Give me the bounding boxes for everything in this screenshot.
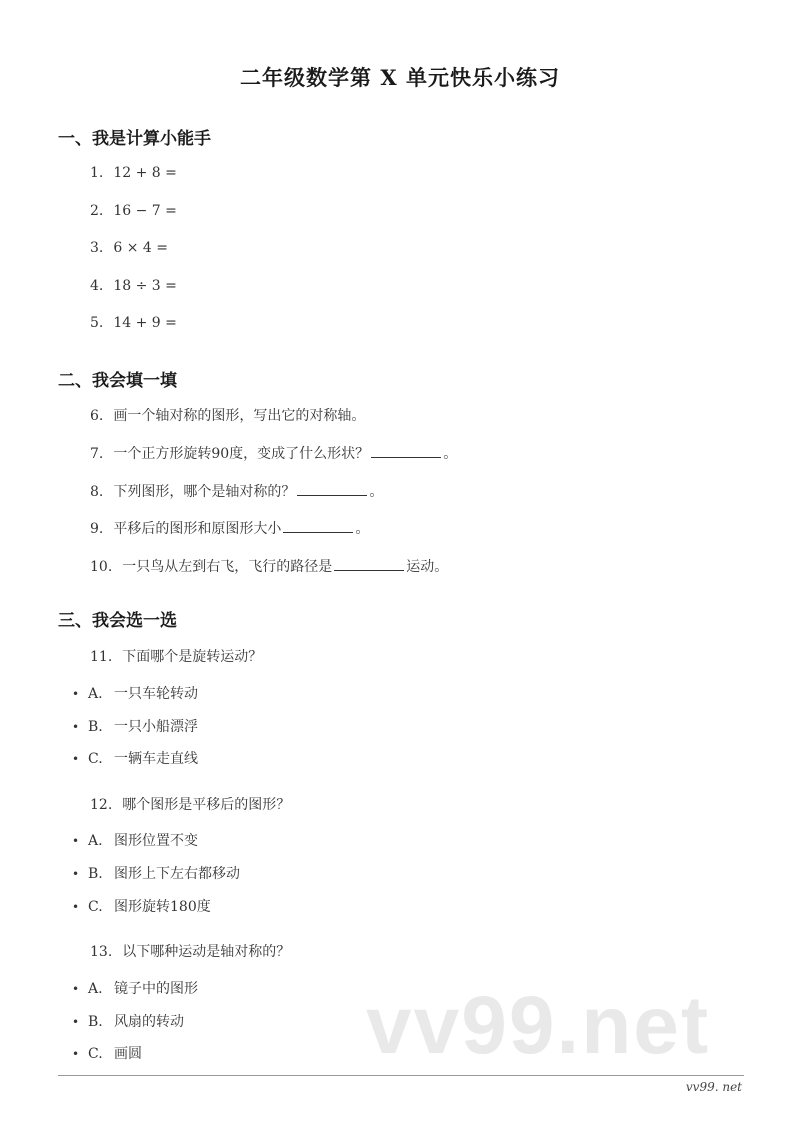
question-number: 9. — [90, 521, 104, 537]
option-text: 画圆 — [114, 1046, 142, 1062]
question-text-suffix: 。 — [369, 484, 384, 500]
question-10 — [90, 556, 448, 576]
question-8 — [90, 481, 383, 501]
question-text: 哪个图形是平移后的图形？ — [122, 797, 291, 813]
choice-option[interactable] — [72, 978, 198, 998]
answer-blank[interactable] — [297, 481, 367, 496]
choice-option[interactable] — [72, 896, 211, 916]
bullet-icon: • — [72, 720, 80, 734]
option-letter: B. — [88, 719, 103, 735]
question-text: 18 ÷ 3 = — [113, 278, 177, 294]
option-text: 一只小船漂浮 — [114, 719, 198, 735]
option-letter: A. — [88, 686, 103, 702]
question-text: 画一个轴对称的图形，写出它的对称轴。 — [113, 408, 366, 424]
question-number: 7. — [90, 446, 104, 462]
choice-option[interactable] — [72, 1011, 184, 1031]
question-6 — [90, 405, 365, 425]
question-7 — [90, 443, 457, 463]
page-title: 二年级数学第 X 单元快乐小练习 — [240, 65, 560, 90]
section-heading-calculation: 一、我是计算小能手 — [58, 129, 211, 149]
question-9 — [90, 518, 369, 538]
question-number: 1. — [90, 165, 104, 181]
question-number: 2. — [90, 203, 104, 219]
bullet-icon: • — [72, 752, 80, 766]
question-text: 平移后的图形和原图形大小 — [113, 521, 282, 537]
option-text: 镜子中的图形 — [114, 981, 198, 997]
watermark: vv99.net — [366, 980, 711, 1071]
choice-option[interactable] — [72, 863, 240, 883]
question-text-suffix: 。 — [443, 446, 458, 462]
question-text: 12 + 8 = — [113, 165, 177, 181]
question-number: 4. — [90, 278, 104, 294]
question-2 — [90, 203, 177, 219]
question-number: 11. — [90, 649, 113, 665]
section-heading-multiple-choice: 三、我会选一选 — [58, 611, 177, 631]
answer-blank[interactable] — [283, 518, 353, 533]
question-text: 以下哪种运动是轴对称的？ — [122, 944, 291, 960]
question-12 — [90, 794, 290, 814]
option-letter: A. — [88, 833, 103, 849]
bullet-icon: • — [72, 900, 80, 914]
footer-site-label: vv99. net — [685, 1080, 742, 1094]
question-3 — [90, 240, 168, 256]
choice-option[interactable] — [72, 683, 198, 703]
question-text: 14 + 9 = — [113, 315, 177, 331]
answer-blank[interactable] — [371, 443, 441, 458]
question-text: 一个正方形旋转90度，变成了什么形状？ — [113, 446, 370, 462]
bullet-icon: • — [72, 834, 80, 848]
option-text: 图形旋转180度 — [114, 899, 211, 915]
question-text-suffix: 。 — [355, 521, 370, 537]
question-5 — [90, 315, 177, 331]
question-1 — [90, 165, 177, 181]
option-letter: C. — [88, 899, 103, 915]
question-text-suffix: 运动。 — [406, 559, 449, 575]
option-text: 一只车轮转动 — [114, 686, 198, 702]
question-number: 10. — [90, 559, 113, 575]
footer-divider — [58, 1075, 744, 1076]
question-text: 一只鸟从左到右飞，飞行的路径是 — [122, 559, 333, 575]
question-number: 3. — [90, 240, 104, 256]
option-letter: C. — [88, 751, 103, 767]
question-text: 6 × 4 = — [113, 240, 168, 256]
answer-blank[interactable] — [334, 556, 404, 571]
question-11 — [90, 646, 262, 666]
question-text: 下面哪个是旋转运动？ — [122, 649, 263, 665]
question-13 — [90, 941, 290, 961]
option-text: 图形位置不变 — [114, 833, 198, 849]
bullet-icon: • — [72, 1047, 80, 1061]
question-number: 13. — [90, 944, 113, 960]
option-text: 一辆车走直线 — [114, 751, 198, 767]
bullet-icon: • — [72, 687, 80, 701]
bullet-icon: • — [72, 867, 80, 881]
bullet-icon: • — [72, 982, 80, 996]
question-text: 16 − 7 = — [113, 203, 177, 219]
option-letter: A. — [88, 981, 103, 997]
question-number: 12. — [90, 797, 113, 813]
question-number: 5. — [90, 315, 104, 331]
option-text: 图形上下左右都移动 — [114, 866, 240, 882]
question-4 — [90, 278, 177, 294]
bullet-icon: • — [72, 1015, 80, 1029]
option-letter: C. — [88, 1046, 103, 1062]
choice-option[interactable] — [72, 748, 198, 768]
question-number: 8. — [90, 484, 104, 500]
choice-option[interactable] — [72, 1043, 142, 1063]
option-text: 风扇的转动 — [114, 1014, 184, 1030]
option-letter: B. — [88, 866, 103, 882]
choice-option[interactable] — [72, 830, 198, 850]
question-number: 6. — [90, 408, 104, 424]
choice-option[interactable] — [72, 716, 198, 736]
option-letter: B. — [88, 1014, 103, 1030]
question-text: 下列图形，哪个是轴对称的？ — [113, 484, 296, 500]
section-heading-fill-in: 二、我会填一填 — [58, 371, 177, 391]
